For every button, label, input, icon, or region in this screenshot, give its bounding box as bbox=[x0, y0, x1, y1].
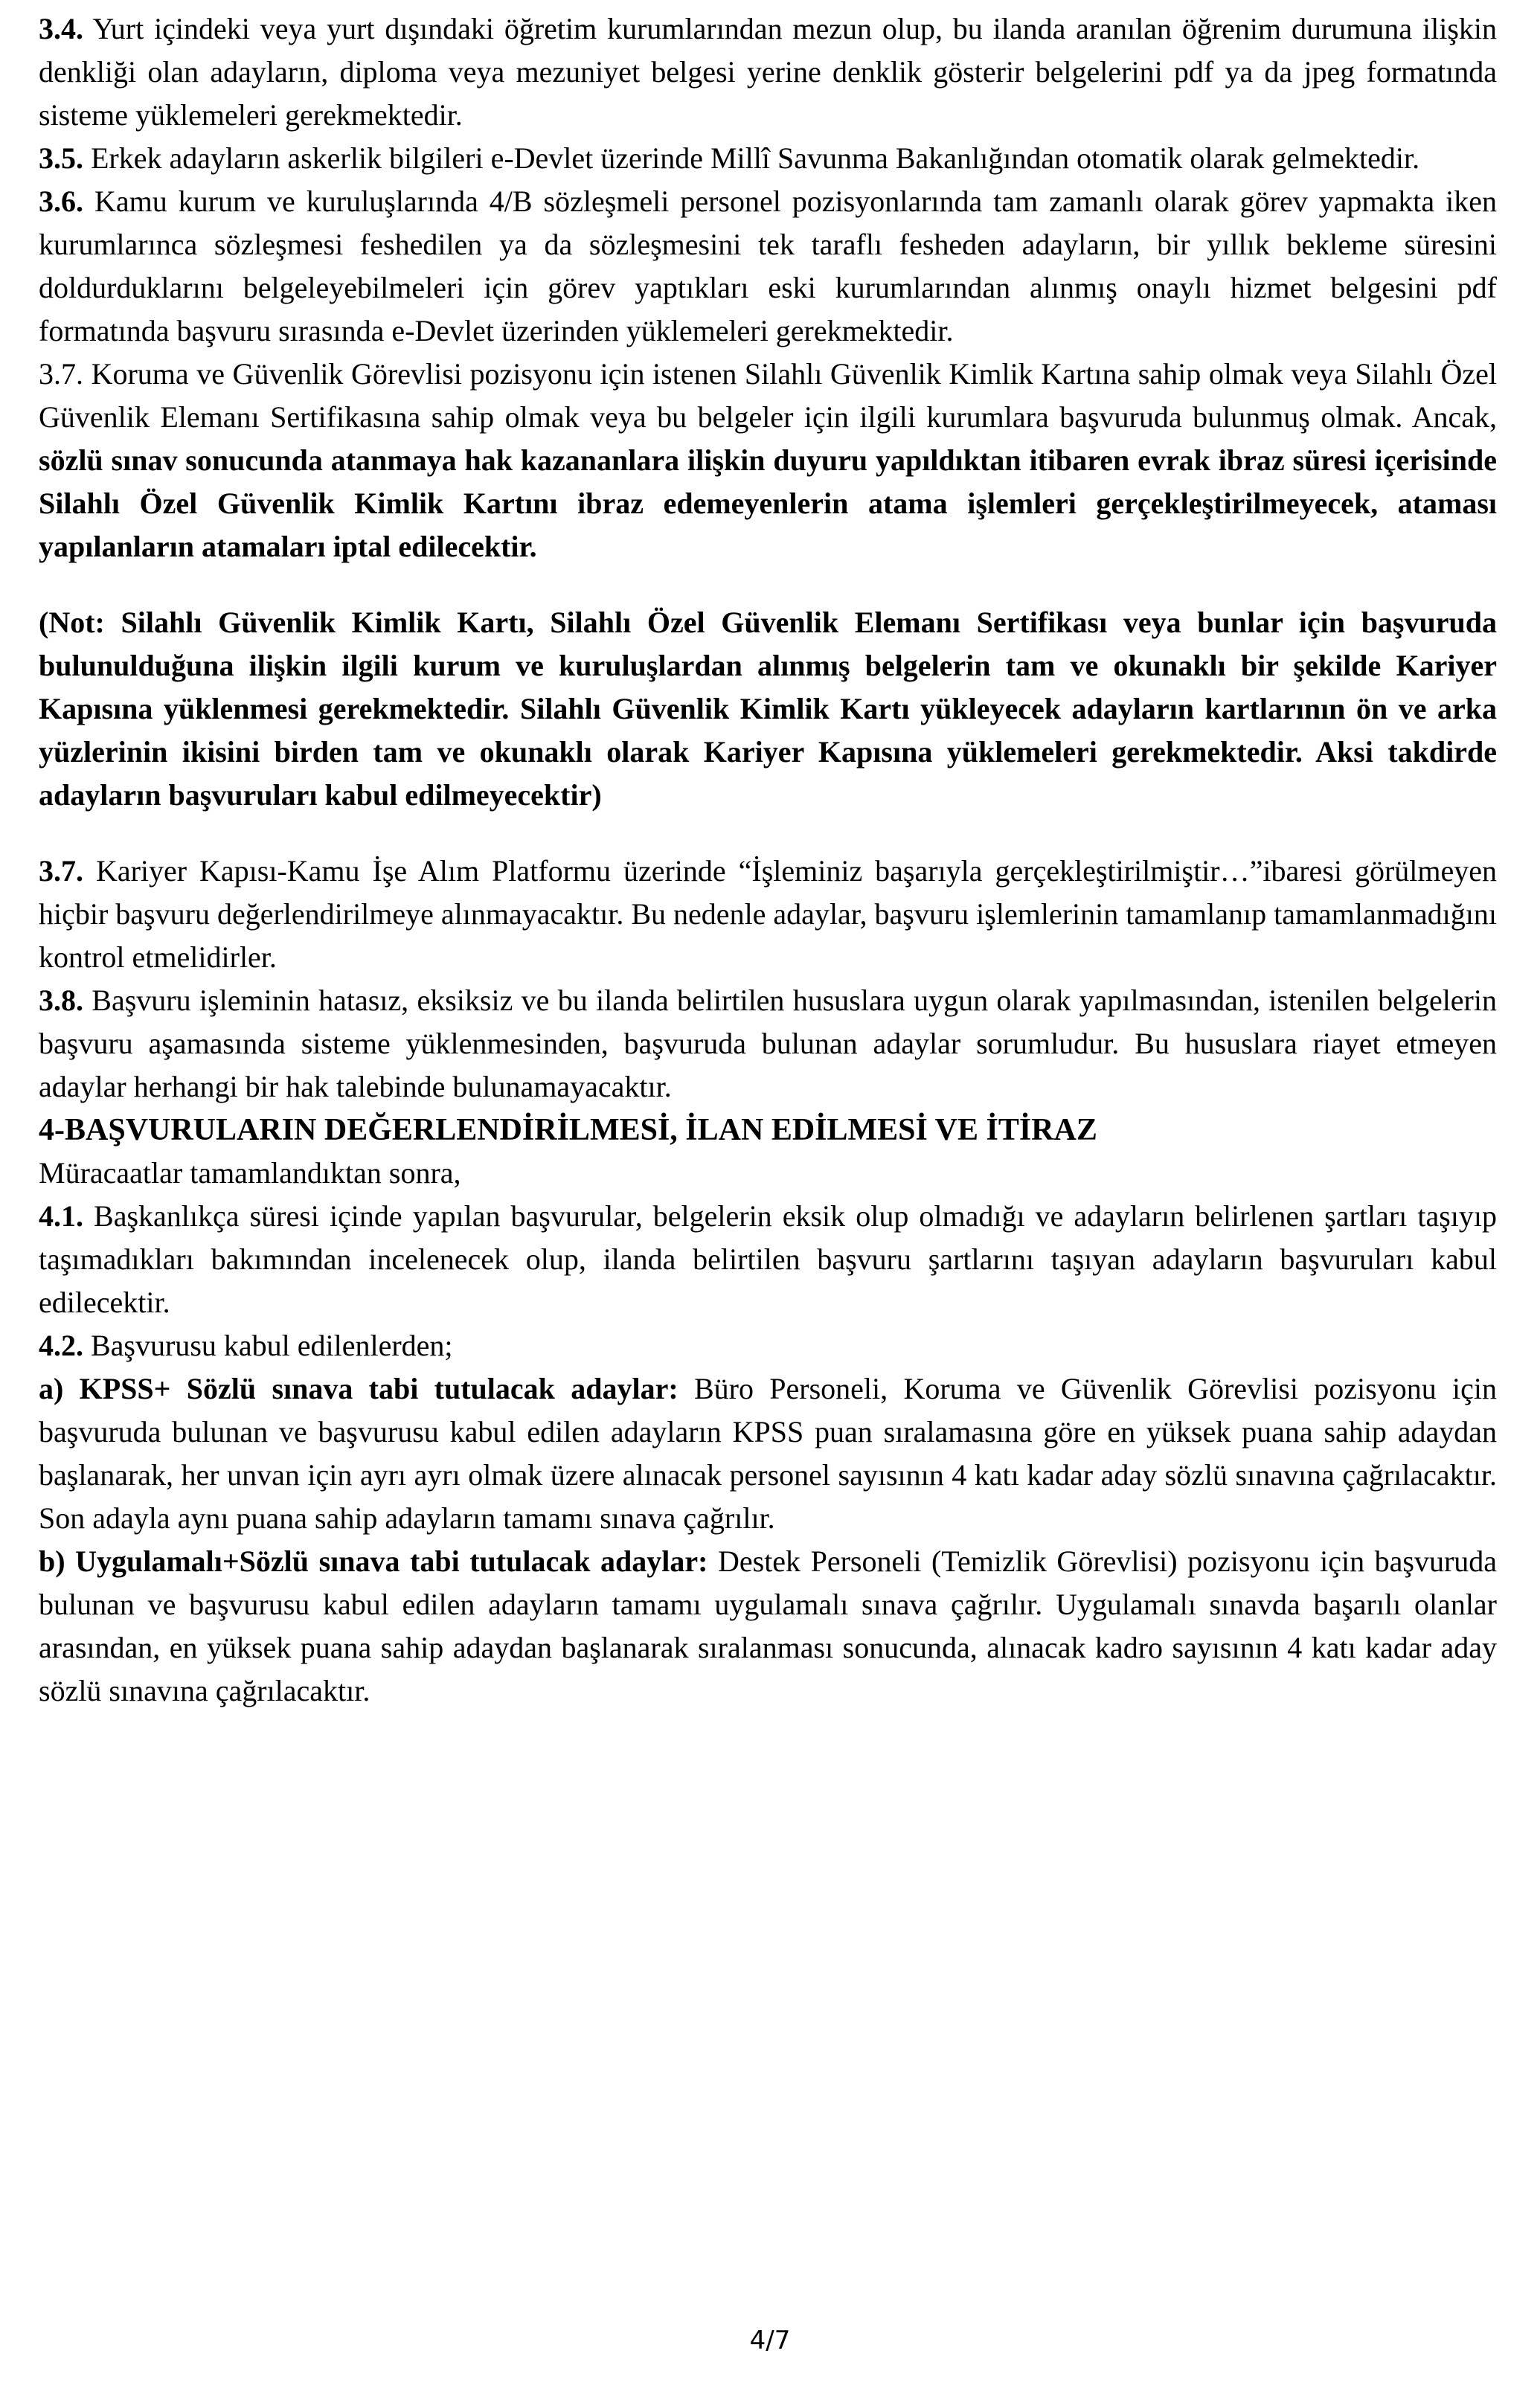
item-number: 3.8. bbox=[39, 984, 83, 1017]
paragraph-text: Büro Personeli, Koruma ve Güvenlik Görevlisi pozisyonu için başvuruda bulunan ve başvurusu kabul edilen adayların KPSS puan sıralamasına göre en yüksek puana sahip adaydan başlanarak, her unvan için ayrı ayrı olmak üzere alınacak personel sayısının 4 katı kadar aday sözlü sınavına çağrılacaktır. Son adayla aynı puana sahip adayların tamamı sınava çağrılır. bbox=[39, 1372, 1498, 1535]
paragraph-4-2-b bbox=[39, 1540, 1497, 1713]
item-number: 3.4. bbox=[39, 12, 83, 45]
paragraph-3-6 bbox=[39, 180, 1497, 353]
paragraph-3-7-security-card bbox=[39, 353, 1497, 568]
section-4-intro: Müracaatlar tamamlandıktan sonra, bbox=[39, 1156, 461, 1190]
paragraph-text: Erkek adayların askerlik bilgileri e-Devlet üzerinde Millî Savunma Bakanlığından otomatik olarak gelmektedir. bbox=[83, 141, 1420, 175]
item-label: a) KPSS+ Sözlü sınava tabi tutulacak adaylar: bbox=[39, 1372, 678, 1405]
item-label: b) Uygulamalı+Sözlü sınava tabi tutulacak adaylar: bbox=[39, 1544, 708, 1578]
paragraph-4-2-a bbox=[39, 1367, 1497, 1540]
item-number: 3.5. bbox=[39, 141, 83, 175]
item-number: 3.6. bbox=[39, 185, 83, 218]
paragraph-text: Başvurusu kabul edilenlerden; bbox=[83, 1329, 453, 1362]
paragraph-text: Başkanlıkça süresi içinde yapılan başvurular, belgelerin eksik olup olmadığı ve adayların belirlenen şartları taşıyıp taşımadıkları bakımından incelenecek olup, ilanda belirtilen başvuru şartlarını taşıyan adayların başvuruları kabul edilecektir. bbox=[39, 1199, 1497, 1319]
paragraph-text: Başvuru işleminin hatasız, eksiksiz ve bu ilanda belirtilen hususlara uygun olarak yapılmasından, istenilen belgelerin başvuru aşamasında sisteme yüklenmesinden, başvuruda bulunan adaylar sorumludur. Bu hususlara riayet etmeyen adaylar herhangi bir hak talebinde bulunamayacaktır. bbox=[39, 984, 1497, 1103]
paragraph-text: Kamu kurum ve kuruluşlarında 4/B sözleşmeli personel pozisyonlarında tam zamanlı olarak görev yapmakta iken kurumlarınca sözleşmesi feshedilen ya da sözleşmesini tek taraflı fesheden adayların, bir yıllık bekleme süresini doldurduklarını belgeleyebilmeleri için görev yaptıkları eski kurumlarından alınmış onaylı hizmet belgesini pdf formatında başvuru sırasında e-Devlet üzerinden yüklemeleri gerekmektedir. bbox=[39, 185, 1497, 347]
paragraph-3-4 bbox=[39, 7, 1497, 137]
paragraph-3-5 bbox=[39, 137, 1497, 180]
section-4-heading: 4-BAŞVURULARIN DEĞERLENDİRİLMESİ, İLAN EDİLMESİ VE İTİRAZ bbox=[39, 1113, 1097, 1147]
paragraph-3-7-platform bbox=[39, 850, 1497, 979]
paragraph-text: Destek Personeli (Temizlik Görevlisi) pozisyonu için başvuruda bulunan ve başvurusu kabul edilen adayların tamamı uygulamalı sınava çağrılır. Uygulamalı sınavda başarılı olanlar arasından, en yüksek puana sahip adaydan başlanarak sıralanması sonucunda, alınacak kadro sayısının 4 katı kadar aday sözlü sınavına çağrılacaktır. bbox=[39, 1544, 1498, 1707]
paragraph-4-1 bbox=[39, 1195, 1497, 1324]
paragraph-4-2 bbox=[39, 1324, 1497, 1367]
page-number: 4/7 bbox=[749, 2326, 791, 2355]
item-number: 3.7. bbox=[39, 854, 83, 888]
paragraph-text: Yurt içindeki veya yurt dışındaki öğretim kurumlarından mezun olup, bu ilanda aranılan öğrenim durumuna ilişkin denkliği olan adayların, diploma veya mezuniyet belgesi yerine denklik gösterir belgelerini pdf ya da jpeg formatında sisteme yüklemeleri gerekmektedir. bbox=[39, 12, 1497, 132]
item-number: 4.2. bbox=[39, 1329, 83, 1362]
paragraph-text: Kariyer Kapısı-Kamu İşe Alım Platformu üzerinde “İşleminiz başarıyla gerçekleştirilmiştir…”ibaresi görülmeyen hiçbir başvuru değerlendirilmeye alınmayacaktır. Bu nedenle adaylar, başvuru işlemlerinin tamamlanıp tamamlanmadığını kontrol etmelidirler. bbox=[39, 854, 1497, 974]
paragraph-bold-text: sözlü sınav sonucunda atanmaya hak kazananlara ilişkin duyuru yapıldıktan itibaren evrak ibraz süresi içerisinde Silahlı Özel Güvenlik Kimlik Kartını ibraz edemeyenlerin atama işlemleri gerçekleştirilmeyecek, ataması yapılanların atamaları iptal edilecektir. bbox=[39, 443, 1497, 563]
item-number: 4.1. bbox=[39, 1199, 83, 1233]
item-number: 3.7. bbox=[39, 357, 83, 391]
paragraph-text: Koruma ve Güvenlik Görevlisi pozisyonu için istenen Silahlı Güvenlik Kimlik Kartına sahip olmak veya Silahlı Özel Güvenlik Elemanı Sertifikasına sahip olmak veya bu belgeler için ilgili kurumlara başvuruda bulunmuş olmak. Ancak, bbox=[39, 357, 1497, 434]
paragraph-3-8 bbox=[39, 979, 1497, 1109]
note-paragraph: (Not: Silahlı Güvenlik Kimlik Kartı, Silahlı Özel Güvenlik Elemanı Sertifikası veya bunlar için başvuruda bulunulduğuna ilişkin ilgili kurum ve kuruluşlardan alınmış belgelerin tam ve okunaklı bir şekilde Kariyer Kapısına yüklenmesi gerekmektedir. Silahlı Güvenlik Kimlik Kartı yükleyecek adayların kartlarının ön ve arka yüzlerinin ikisini birden tam ve okunaklı olarak Kariyer Kapısına yüklemeleri gerekmektedir. Aksi takdirde adayların başvuruları kabul edilmeyecektir) bbox=[39, 606, 1497, 812]
document-page bbox=[39, 7, 1497, 1713]
